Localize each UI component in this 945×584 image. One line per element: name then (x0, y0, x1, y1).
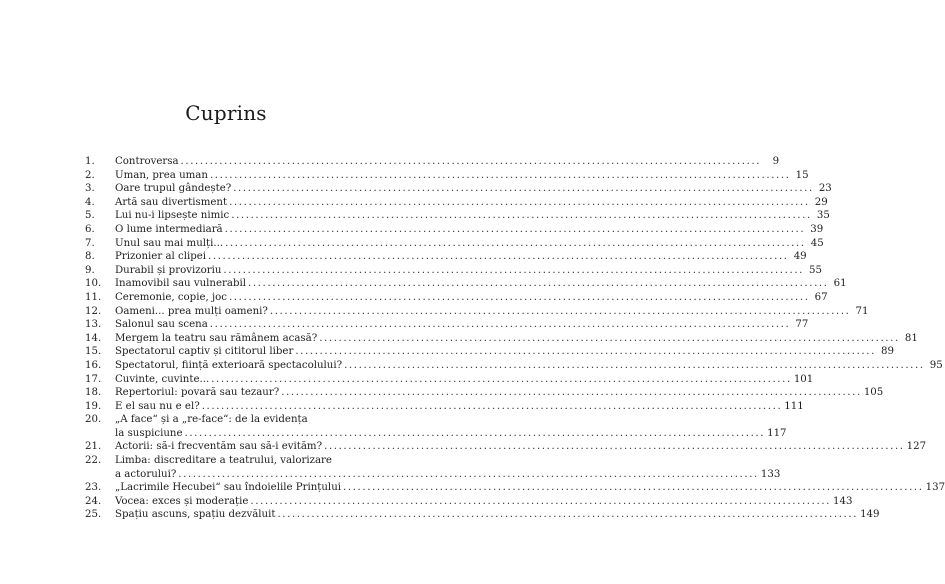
toc-title: Mergem la teatru sau rămânem acasă? (115, 332, 318, 344)
toc-page-number: 77 (795, 319, 809, 331)
toc-title: Uman, prea uman (115, 169, 208, 181)
toc-number: 6. (85, 223, 95, 235)
toc-page-number: 105 (863, 387, 884, 399)
toc-page-number: 23 (818, 183, 832, 195)
toc-page-number: 111 (784, 400, 804, 412)
toc-number: 14. (85, 332, 102, 344)
toc-entry-2 (85, 169, 809, 183)
toc-page-number: 67 (814, 291, 828, 303)
toc-entry-6 (85, 223, 824, 237)
toc-title-continuation: la suspiciune (115, 427, 183, 439)
dot-leader: ........................................................................................................................ (209, 319, 791, 331)
toc-entry-20-second-line (85, 427, 787, 441)
dot-leader: ........................................................................................................................ (269, 305, 851, 317)
toc-number: 15. (85, 346, 102, 358)
toc-number: 24. (85, 495, 102, 507)
dot-leader: ........................................................................................................................ (211, 373, 792, 385)
toc-title-continuation: a actorului? (115, 468, 177, 480)
toc-page-number: 117 (767, 427, 787, 439)
toc-title: Artă sau divertisment (115, 196, 228, 208)
toc-page-number: 29 (814, 196, 828, 208)
dot-leader: ........................................................................................................................ (324, 441, 905, 453)
toc-title: Spațiu ascuns, spațiu dezvăluit (115, 509, 276, 521)
dot-leader: ........................................................................................................................ (233, 183, 814, 195)
toc-title: Actorii: să-i frecventăm sau să-i evităm? (115, 441, 323, 453)
toc-number: 5. (85, 210, 95, 222)
dot-leader: ........................................................................................................................ (208, 251, 789, 263)
toc-entry-19 (85, 400, 804, 414)
dot-leader: ........................................................................................................................ (224, 223, 806, 235)
toc-number: 16. (85, 359, 102, 371)
dot-leader: ........................................................................................................................ (343, 482, 924, 494)
toc-page-number: 61 (833, 278, 847, 290)
dot-leader: ........................................................................................................................ (248, 278, 829, 290)
toc-page-number: 89 (880, 346, 894, 358)
toc-page-number: 35 (816, 210, 830, 222)
toc-page-number: 133 (760, 468, 781, 480)
toc-entry-1 (85, 155, 780, 169)
toc-entry-5 (85, 209, 830, 223)
toc-number: 22. (85, 455, 102, 467)
dot-leader: ........................................................................................................................ (178, 468, 759, 480)
toc-number: 11. (85, 291, 102, 303)
table-of-contents (85, 155, 945, 522)
toc-entry-3 (85, 182, 832, 196)
toc-title: Spectatorul, ființă exterioară spectacolului? (115, 359, 343, 371)
toc-title: „A face“ și a „re-face“: de la evidența (115, 414, 308, 426)
toc-entry-23 (85, 481, 945, 495)
toc-entry-22-first-line (85, 454, 371, 468)
dot-leader: ........................................................................................................................ (184, 427, 766, 439)
toc-page-number: 101 (793, 373, 814, 385)
toc-entry-14 (85, 332, 918, 346)
dot-leader: ........................................................................................................................ (295, 346, 876, 358)
dot-leader: ........................................................................................................................ (319, 332, 900, 344)
toc-number: 21. (85, 441, 102, 453)
toc-page-number: 137 (925, 482, 945, 494)
toc-entry-7 (85, 237, 824, 251)
toc-number: 25. (85, 509, 102, 521)
dot-leader: ........................................................................................................................ (229, 196, 810, 208)
dot-leader: ........................................................................................................................ (344, 359, 925, 371)
toc-page-number: 95 (929, 359, 943, 371)
dot-leader: ........................................................................................................................ (209, 169, 791, 181)
dot-leader: ........................................................................................................................ (231, 210, 812, 222)
page-title: Cuprins (185, 101, 267, 125)
toc-title: E el sau nu e el? (115, 400, 200, 412)
toc-page-number: 71 (855, 305, 869, 317)
toc-entry-22-second-line (85, 468, 781, 482)
dot-leader: ........................................................................................................................ (180, 156, 762, 167)
toc-page-number: 55 (809, 264, 823, 276)
toc-page-number: 9 (772, 156, 780, 167)
toc-page-number: 127 (906, 441, 927, 453)
toc-entry-10 (85, 277, 847, 291)
toc-title: Vocea: exces și moderație (115, 495, 249, 507)
toc-entry-13 (85, 318, 809, 332)
toc-entry-8 (85, 250, 807, 264)
toc-title: Repertoriul: povară sau tezaur? (115, 387, 280, 399)
dot-leader: ........................................................................................................................ (250, 495, 832, 507)
toc-title: Ceremonie, copie, joc (115, 291, 227, 303)
toc-entry-24 (85, 495, 853, 509)
toc-title: Salonul sau scena (115, 319, 208, 331)
dot-leader: ........................................................................................................................ (225, 237, 806, 249)
toc-number: 20. (85, 414, 102, 426)
toc-number: 4. (85, 196, 95, 208)
toc-page-number: 81 (904, 332, 918, 344)
toc-entry-18 (85, 386, 884, 400)
toc-page-number: 143 (833, 495, 853, 507)
toc-number: 8. (85, 251, 95, 263)
toc-title: Spectatorul captiv și cititorul liber (115, 346, 294, 358)
toc-entry-15 (85, 345, 894, 359)
toc-number: 9. (85, 264, 95, 276)
toc-title: Unul sau mai mulți... (115, 237, 224, 249)
toc-title: Inamovibil sau vulnerabil (115, 278, 246, 290)
toc-entry-17 (85, 373, 814, 387)
dot-leader: ........................................................................................................................ (201, 400, 783, 412)
toc-title: Controversa (115, 156, 179, 167)
toc-title: Limba: discreditare a teatrului, valorizare (115, 455, 332, 467)
toc-page-number: 45 (810, 237, 824, 249)
toc-title: O lume intermediară (115, 223, 223, 235)
toc-title: Durabil și provizoriu (115, 264, 222, 276)
toc-title: Prizonier al clipei (115, 251, 207, 263)
toc-entry-20-first-line (85, 413, 371, 427)
toc-entry-16 (85, 359, 943, 373)
dot-leader: ........................................................................................................................ (228, 291, 810, 303)
toc-entry-4 (85, 196, 828, 210)
toc-title: „Lacrimile Hecubei“ sau îndoielile Prințului (115, 482, 342, 494)
toc-page-number: 149 (860, 509, 880, 521)
toc-title: Lui nu-i lipsește nimic (115, 210, 230, 222)
toc-number: 18. (85, 387, 102, 399)
dot-leader: ........................................................................................................................ (277, 509, 859, 521)
toc-entry-21 (85, 440, 927, 454)
toc-number: 12. (85, 305, 102, 317)
toc-number: 2. (85, 169, 95, 181)
toc-entry-9 (85, 264, 823, 278)
toc-number: 19. (85, 400, 102, 412)
toc-number: 10. (85, 278, 102, 290)
toc-entry-11 (85, 291, 828, 305)
toc-entry-25 (85, 508, 880, 522)
toc-number: 17. (85, 373, 102, 385)
dot-leader: ........................................................................................................................ (223, 264, 805, 276)
toc-entry-12 (85, 305, 869, 319)
dot-leader: ........................................................................................................................ (281, 387, 862, 399)
toc-page-number: 49 (793, 251, 807, 263)
toc-title: Cuvinte, cuvinte... (115, 373, 210, 385)
toc-page-number: 39 (810, 223, 824, 235)
toc-page-number: 15 (795, 169, 809, 181)
toc-number: 7. (85, 237, 95, 249)
toc-number: 23. (85, 482, 102, 494)
toc-number: 1. (85, 156, 95, 167)
toc-title: Oameni... prea mulți oameni? (115, 305, 268, 317)
toc-title: Oare trupul gândește? (115, 183, 232, 195)
toc-number: 3. (85, 183, 95, 195)
toc-number: 13. (85, 319, 102, 331)
